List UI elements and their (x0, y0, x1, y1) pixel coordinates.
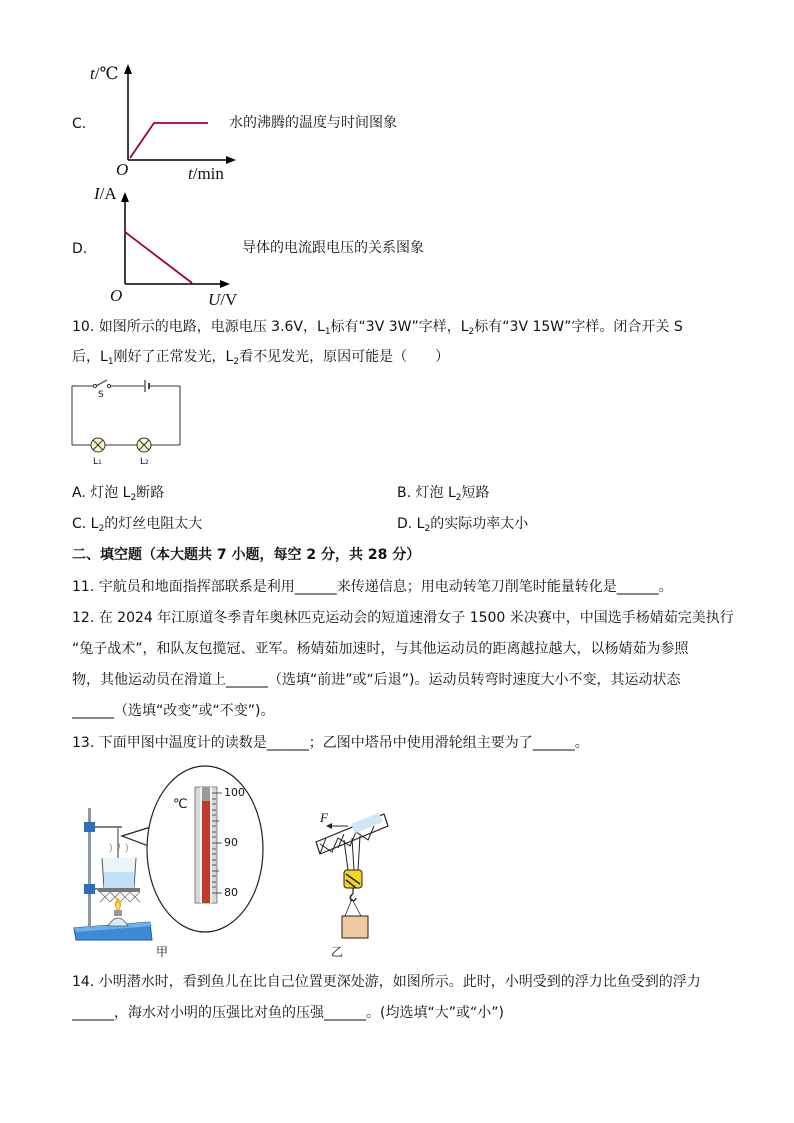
option-d-origin: O (110, 286, 123, 305)
q12-line4: ______（选填“改变”或“不变”)。 (72, 703, 275, 719)
tick-100: 100 (224, 786, 245, 799)
crane (316, 813, 388, 938)
section-2-heading: 二、填空题（本大题共 7 小题，每空 2 分，共 28 分） (72, 547, 421, 563)
option-d-x-label: U/V (208, 290, 238, 309)
q10-option-d: D. $L_2$的实际功率太小 (397, 516, 529, 534)
option-c-letter: C. (72, 116, 87, 132)
option-d-y-label: I/A (94, 184, 117, 203)
option-c-origin: O (116, 160, 129, 179)
q10-line1: 10. 如图所示的电路，电源电压 3.6V，$L_1$标有“3V 3W”字样，$L_2$标有“3V 15W”字样。闭合开关 S (72, 319, 683, 337)
tick-90: 90 (224, 836, 238, 849)
label-jia: 甲 (156, 945, 169, 959)
label-yi: 乙 (331, 945, 344, 959)
lamp1-label: L1 (93, 457, 102, 467)
mercury-column (202, 801, 210, 903)
option-d-caption: 导体的电流跟电压的关系图象 (242, 240, 424, 256)
q10-line2: 后，$L_1$刚好了正常发光，$L_2$看不见发光，原因可能是（ ） (72, 349, 450, 367)
q14-line2: ______，海水对小明的压强比对鱼的压强______。(均选填“大”或“小”) (72, 1005, 504, 1021)
q11-text: 11. 宇航员和地面指挥部联系是利用______来传递信息；用电动转笔刀削笔时能量转化是______。 (72, 579, 673, 595)
thermometer-unit: ℃ (173, 797, 188, 812)
option-c-y-label: t/℃ (90, 64, 119, 83)
q14-line1: 14. 小明潜水时，看到鱼儿在比自己位置更深处游，如图所示。此时，小明受到的浮力比鱼受到的浮力 (72, 974, 701, 990)
q10-option-a: A. 灯泡 $L_2$断路 (72, 485, 165, 503)
q10-option-c: C. $L_2$的灯丝电阻太大 (72, 516, 203, 534)
option-c-caption: 水的沸腾的温度与时间图象 (229, 115, 397, 131)
q12-line1: 12. 在 2024 年江原道冬季青年奥林匹克运动会的短道速滑女子 1500 米决赛中，中国选手杨婧茹完美执行 (72, 610, 734, 626)
q13-text: 13. 下面甲图中温度计的读数是______；乙图中塔吊中使用滑轮组主要为了______。 (72, 735, 589, 751)
switch-label: S (98, 390, 104, 400)
lamp2-label: L2 (140, 457, 149, 467)
force-label: F (320, 810, 328, 825)
q10-option-b: B. 灯泡 $L_2$短路 (397, 485, 490, 503)
tick-80: 80 (224, 886, 238, 899)
q12-line2: “兔子战术”，和队友包揽冠、亚军。杨婧茹加速时，与其他运动员的距离越拉越大，以杨婧茹为参照 (72, 641, 689, 657)
q12-line3: 物，其他运动员在滑道上______（选填“前进”或“后退”)。运动员转弯时速度大小不变，其运动状态 (72, 672, 681, 688)
option-d-letter: D. (72, 241, 88, 257)
option-c-x-label: t/min (188, 164, 224, 183)
